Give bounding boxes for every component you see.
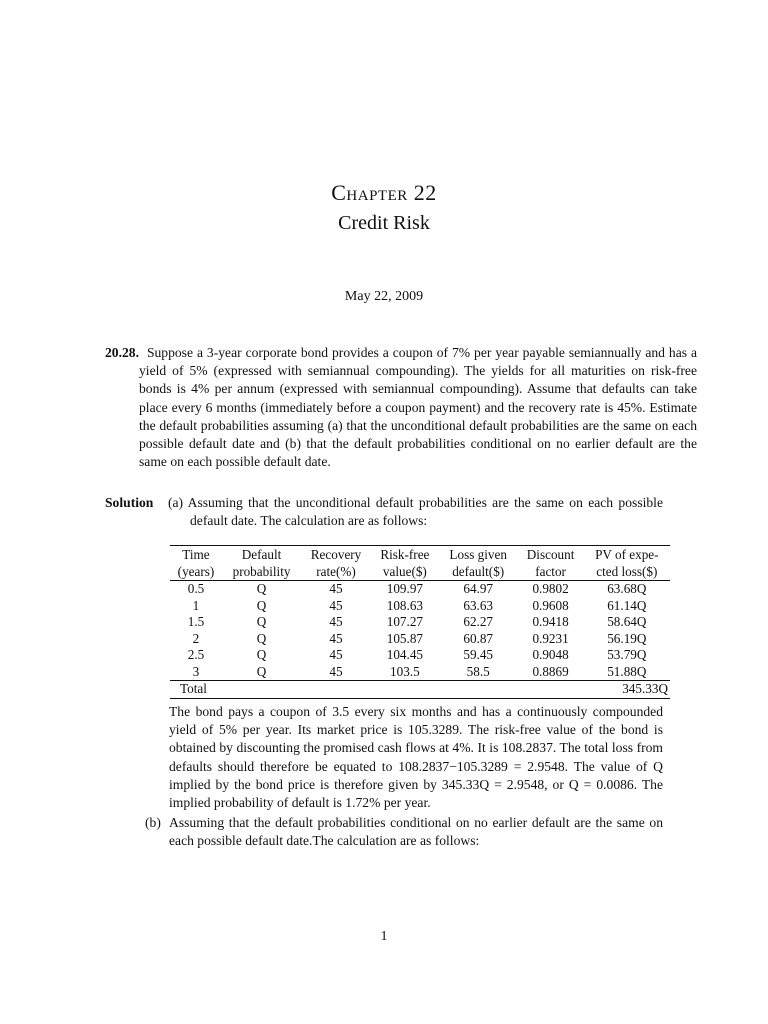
header-time-unit: (years) [170, 564, 222, 581]
table-row [170, 598, 670, 615]
table-cell: 104.45 [386, 647, 423, 662]
part-a-intro-text: (a) Assuming that the unconditional default probabilities are the same on each possible default date. The calculation are as follows: [168, 495, 663, 529]
table-cell: 103.5 [371, 664, 439, 681]
header-discount-unit: factor [518, 564, 584, 581]
table-cell: 63.63 [463, 597, 494, 613]
table-cell: Q [222, 664, 301, 681]
table-cell: 64.97 [463, 581, 494, 596]
table-cell: 0.9802 [532, 581, 569, 596]
table-row [170, 647, 670, 664]
table-header-row [170, 546, 670, 564]
header-default: Default [222, 546, 301, 564]
table-row [170, 581, 670, 598]
problem-number: 20.28. [105, 345, 139, 360]
table-cell: 60.87 [463, 630, 494, 646]
table-cell: 51.88Q [584, 664, 670, 681]
table-cell: 3 [170, 664, 222, 681]
table-cell: 59.45 [463, 647, 494, 662]
problem-text: Suppose a 3-year corporate bond provides a coupon of 7% per year payable semiannually and has a yield of 5% (expressed with semiannual compounding). The yields for all maturities on risk-free bonds is 4% per annum (expressed with semiannual compounding). Assume that defaults can take place every 6 months (immediately before a coupon payment) and the recovery rate is 45%. Estimate the default probabilities assuming (a) that the unconditional default probabilities are the same on each possible default date and (b) that the default probabilities conditional on no earlier default are the same on each possible default date. [139, 345, 697, 470]
header-risk-free-unit: value($) [371, 564, 439, 581]
table-cell: 0.5 [187, 581, 205, 596]
table-cell: 107.27 [386, 614, 423, 629]
table-cell: 45 [329, 647, 343, 662]
part-b-text: Assuming that the default probabilities conditional on no earlier default are the same on each possible default date.The calculation are as follows: [169, 815, 663, 849]
table-cell: 45 [301, 664, 371, 681]
table-cell: 45 [329, 597, 343, 613]
header-default-unit: probability [222, 564, 301, 581]
part-a-explanation: The bond pays a coupon of 3.5 every six months and has a continuously compounded yield of 5% per year. Its market price is 105.3289. The risk-free value of the bond is obtained by discounting the promised cash flows at 4%. It is 108.2837. The total loss from defaults should therefore be equated to 108.2837−105.3289 = 2.9548. The value of Q implied by the bond price is therefore given by 345.33Q = 2.9548, or Q = 0.0086. The implied probability of default is 1.72% per year. [169, 704, 663, 811]
header-pv: PV of expe- [584, 546, 670, 564]
header-loss-given-unit: default($) [439, 564, 518, 581]
chapter-subtitle: Credit Risk [338, 212, 430, 234]
header-recovery-unit: rate(%) [301, 564, 371, 581]
table-cell: 45 [329, 614, 343, 629]
header-loss-given: Loss given [439, 546, 518, 564]
page-number: 1 [380, 929, 388, 944]
header-recovery: Recovery [301, 546, 371, 564]
table-cell: Q [256, 614, 267, 629]
table-cell: 0.9608 [532, 597, 569, 613]
table-row [170, 631, 670, 648]
total-value: 345.33Q [584, 681, 670, 699]
table-cell: 1.5 [187, 614, 205, 629]
header-risk-free: Risk-free [371, 546, 439, 564]
table-cell: 61.14Q [607, 597, 647, 613]
table-cell: 2.5 [187, 647, 205, 662]
table-cell: Q [256, 597, 267, 613]
table-row [170, 664, 670, 681]
table-cell: 45 [329, 630, 343, 646]
solution-label: Solution [105, 495, 154, 510]
table-body [170, 581, 670, 681]
table-cell: 0.9231 [532, 630, 569, 646]
table-cell: 1 [192, 597, 200, 613]
table-row [170, 614, 670, 631]
table-cell: 58.64Q [607, 614, 647, 629]
table-cell: 56.19Q [607, 630, 647, 646]
table-cell: 45 [329, 581, 343, 596]
part-a-intro [168, 494, 663, 530]
table-cell: 0.9048 [532, 647, 569, 662]
table-cell: 62.27 [463, 614, 494, 629]
header-pv-unit: cted loss($) [584, 564, 670, 581]
total-label: Total [170, 681, 222, 699]
document-date: May 22, 2009 [344, 289, 424, 304]
table-cell: 0.9418 [532, 614, 569, 629]
header-time: Time [170, 546, 222, 564]
table-cell: 58.5 [439, 664, 518, 681]
table-cell: Q [256, 630, 267, 646]
part-b-label: (b) [145, 815, 161, 830]
table-cell: 108.63 [386, 597, 423, 613]
table-cell: Q [256, 581, 267, 596]
part-b [145, 814, 663, 850]
problem-statement [105, 344, 697, 471]
chapter-title: Chapter 22 [331, 180, 437, 205]
table-cell: 63.68Q [607, 581, 647, 596]
table-cell: 0.8869 [518, 664, 584, 681]
header-discount: Discount [518, 546, 584, 564]
table-header-row [170, 564, 670, 581]
table-cell: 105.87 [386, 630, 423, 646]
table-cell: 53.79Q [607, 647, 647, 662]
default-probability-table [170, 545, 670, 699]
table-cell: 109.97 [386, 581, 423, 596]
table-total-row [170, 681, 670, 699]
table-cell: 2 [192, 630, 200, 646]
table-cell: Q [256, 647, 267, 662]
